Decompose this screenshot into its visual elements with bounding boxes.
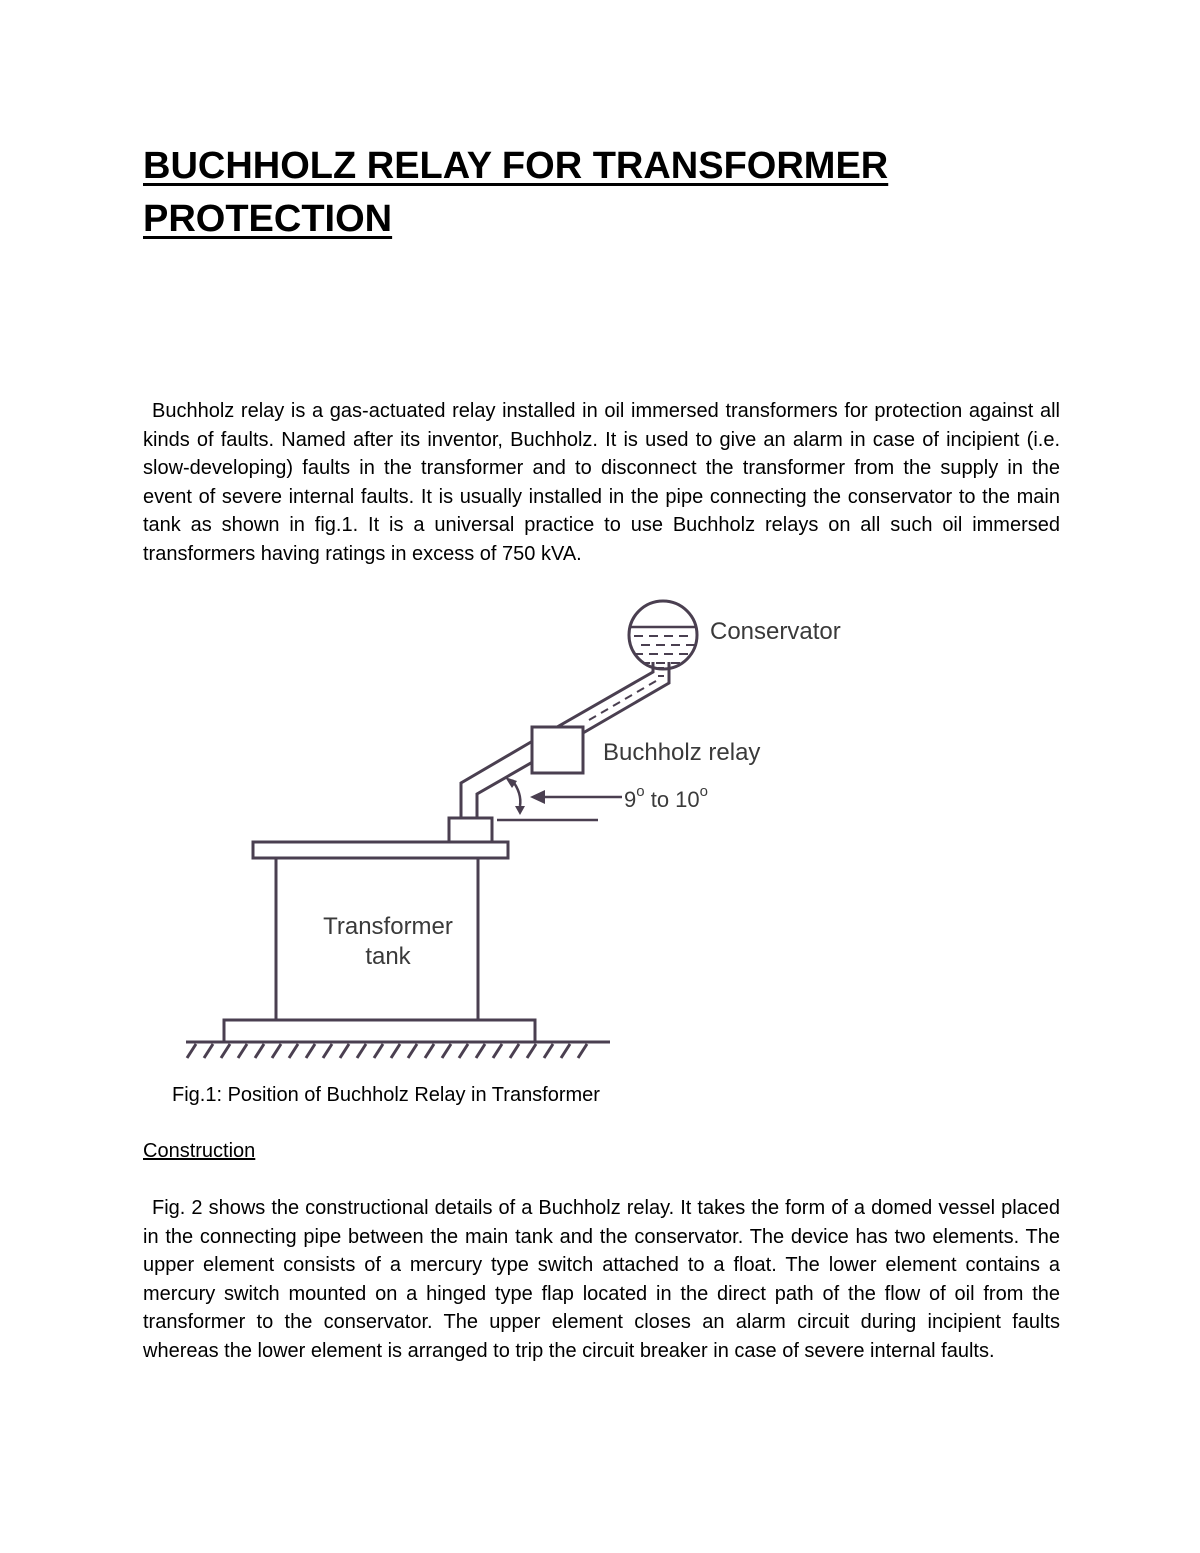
hatch-mark xyxy=(510,1044,519,1058)
page-title: BUCHHOLZ RELAY FOR TRANSFORMER PROTECTION xyxy=(143,145,889,240)
hatch-mark xyxy=(238,1044,247,1058)
hatch-mark xyxy=(187,1044,196,1058)
tank-base-plinth xyxy=(224,1020,535,1042)
hatch-mark xyxy=(289,1044,298,1058)
hatch-mark xyxy=(306,1044,315,1058)
hatch-mark xyxy=(340,1044,349,1058)
angle-label xyxy=(624,783,708,812)
hatch-mark xyxy=(255,1044,264,1058)
hatch-mark xyxy=(391,1044,400,1058)
tank-cover xyxy=(253,842,508,858)
ground-hatching xyxy=(187,1044,587,1058)
hatch-mark xyxy=(272,1044,281,1058)
construction-paragraph: Fig. 2 shows the constructional details of a Buchholz relay. It takes the form of a domed vessel placed in the connecting pipe between the main tank and the conservator. The device has two elements. The upper element consists of a mercury type switch attached to a float. The lower element contains a mercury switch mounted on a hinged type flap located in the direct path of the flow of oil from the transformer to the conservator. The upper element closes an alarm circuit during incipient faults whereas the lower element is arranged to trip the circuit breaker in case of severe internal faults. xyxy=(143,1197,1060,1362)
hatch-mark xyxy=(323,1044,332,1058)
pipe-flange xyxy=(449,818,492,842)
conservator xyxy=(626,601,700,669)
conservator-label: Conservator xyxy=(710,618,841,645)
ground xyxy=(186,1020,610,1058)
hatch-mark xyxy=(374,1044,383,1058)
hatch-mark xyxy=(527,1044,536,1058)
tank-label-line1: Transformer xyxy=(323,913,453,940)
tank-label-line2: tank xyxy=(365,943,411,970)
angle-from: 9 xyxy=(624,787,637,812)
hatch-mark xyxy=(578,1044,587,1058)
buchholz-relay-box xyxy=(532,727,583,773)
degree-symbol-2: o xyxy=(699,783,708,800)
hatch-mark xyxy=(408,1044,417,1058)
angle-mid: to 10 xyxy=(644,787,700,812)
angle-indicator xyxy=(497,777,622,820)
degree-symbol-1: o xyxy=(636,783,645,800)
hatch-mark xyxy=(561,1044,570,1058)
hatch-mark xyxy=(221,1044,230,1058)
hatch-mark xyxy=(442,1044,451,1058)
intro-paragraph: Buchholz relay is a gas-actuated relay installed in oil immersed transformers for protection against all kinds of faults. Named after its inventor, Buchholz. It is used to give an alarm in case of incipient (i.e. slow-developing) faults in the transformer and to disconnect the transformer from the supply in the event of severe internal faults. It is usually installed in the pipe connecting the conservator to the main tank as shown in fig.1. It is a universal practice to use Buchholz relays on all such oil immersed transformers having ratings in excess of 750 kVA. xyxy=(143,400,1060,565)
hatch-mark xyxy=(544,1044,553,1058)
angle-pointer-arrowhead xyxy=(530,790,545,804)
construction-heading: Construction xyxy=(143,1140,256,1162)
figure-caption: Fig.1: Position of Buchholz Relay in Transformer xyxy=(172,1084,600,1106)
hatch-mark xyxy=(425,1044,434,1058)
hatch-mark xyxy=(204,1044,213,1058)
hatch-mark xyxy=(459,1044,468,1058)
angle-arc-arrowhead-bottom xyxy=(515,806,525,815)
hatch-mark xyxy=(493,1044,502,1058)
buchholz-relay-label: Buchholz relay xyxy=(603,739,761,766)
hatch-mark xyxy=(357,1044,366,1058)
hatch-mark xyxy=(476,1044,485,1058)
